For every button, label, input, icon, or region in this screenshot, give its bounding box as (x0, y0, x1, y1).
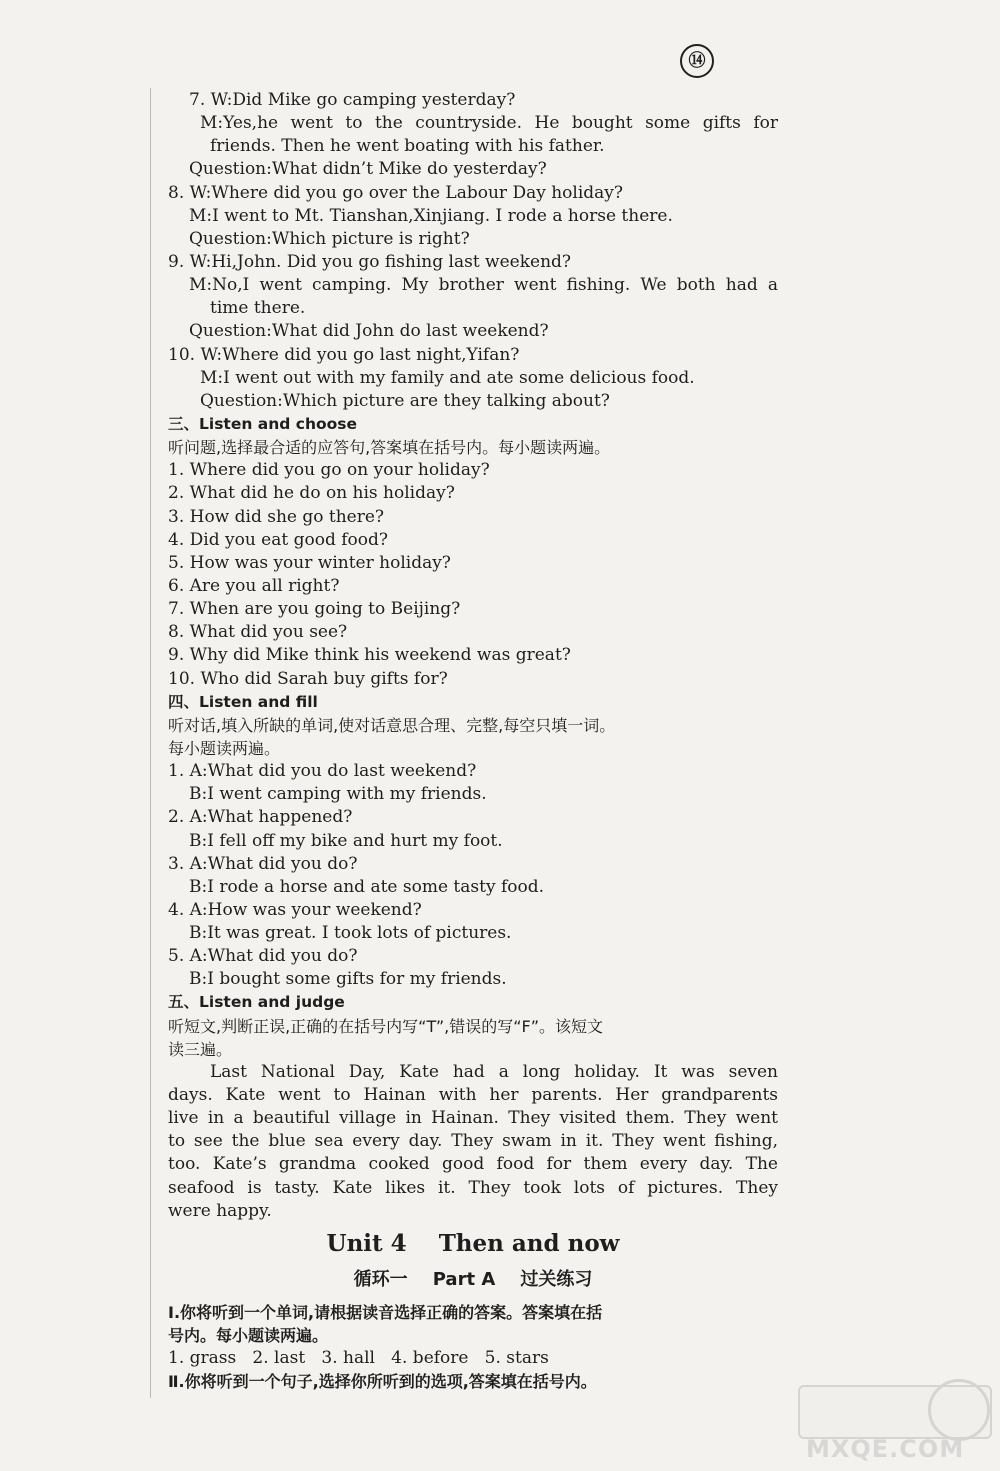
list-item: 7. When are you going to Beijing? (168, 599, 461, 620)
dialogue-8 (168, 182, 778, 251)
dialogue-m-line: M:Yes,he went to the countryside. He bought some gifts for (200, 113, 778, 134)
list-item: 8. What did you see? (168, 622, 348, 643)
dialogue-question: Question:What didn’t Mike do yesterday? (189, 159, 547, 180)
section-5-heading: 五、Listen and judge (168, 993, 345, 1012)
section-4-heading: 四、Listen and fill (168, 692, 318, 711)
dialogue-b-line: B:It was great. I took lots of pictures. (189, 923, 512, 944)
section-5-instruction: 听短文,判断正误,正确的在括号内写“T”,错误的写“F”。该短文 (168, 1016, 604, 1036)
dialogue-question: Question:Which picture are they talking about? (200, 390, 610, 411)
part-i-instruction-cont: 号内。每小题读两遍。 (168, 1326, 329, 1346)
unit-title: Unit 4 Then and now (326, 1229, 620, 1257)
dialogue-b-line: B:I fell off my bike and hurt my foot. (189, 830, 503, 851)
list-item: 9. Why did Mike think his weekend was great? (168, 645, 571, 666)
dialogue-10 (168, 344, 778, 413)
passage-line: days. Kate went to Hainan with her parents. Her grandparents (168, 1085, 778, 1106)
part-ii-instruction: Ⅱ.你将听到一个句子,选择你所听到的选项,答案填在括号内。 (168, 1372, 597, 1392)
passage-line: live in a beautiful village in Hainan. They visited them. They went (168, 1108, 778, 1129)
part-i-words: 1. grass 2. last 3. hall 4. before 5. stars (168, 1348, 549, 1369)
section-5-passage (168, 1061, 778, 1223)
dialogue-b-line: B:I rode a horse and ate some tasty food. (189, 876, 545, 897)
section-4-items (168, 760, 778, 991)
dialogue-m-line: M:No,I went camping. My brother went fishing. We both had a (189, 275, 778, 296)
passage-line: were happy. (168, 1200, 272, 1221)
passage-line: too. Kate’s grandma cooked good food for them every day. The (168, 1154, 778, 1175)
part-i-instruction: Ⅰ.你将听到一个单词,请根据读音选择正确的答案。答案填在括 (168, 1302, 603, 1322)
passage-line: to see the blue sea every day. They swam in it. They went fishing, (168, 1131, 778, 1152)
dialogue-m-line-cont: friends. Then he went boating with his father. (210, 136, 605, 157)
list-item: 6. Are you all right? (168, 575, 340, 596)
section-4-instruction-cont: 每小题读两遍。 (168, 738, 281, 758)
list-item: 5. How was your winter holiday? (168, 552, 451, 573)
list-item: 4. Did you eat good food? (168, 529, 388, 550)
watermark-url: MXQE.COM (806, 1435, 965, 1463)
list-item: 10. Who did Sarah buy gifts for? (168, 668, 448, 689)
section-3-instruction: 听问题,选择最合适的应答句,答案填在括号内。每小题读两遍。 (168, 438, 611, 458)
dialogue-question: Question:Which picture is right? (189, 228, 470, 249)
watermark-logo (790, 1385, 990, 1467)
section-3-questions (168, 459, 778, 690)
dialogue-m-line: M:I went out with my family and ate some delicious food. (200, 367, 695, 388)
list-item: 1. Where did you go on your holiday? (168, 460, 490, 481)
dialogue-b-line: B:I bought some gifts for my friends. (189, 969, 507, 990)
list-item: 3. How did she go there? (168, 506, 385, 527)
watermark-seal (928, 1379, 990, 1441)
dialogue-7 (168, 89, 778, 182)
dialogue-w-line: 7. W:Did Mike go camping yesterday? (189, 90, 516, 110)
section-5-instruction-cont: 读三遍。 (168, 1039, 233, 1059)
dialogue-a-line: 1. A:What did you do last weekend? (168, 761, 477, 782)
dialogue-a-line: 5. A:What did you do? (168, 946, 358, 967)
dialogue-9 (168, 251, 778, 344)
margin-rule (150, 88, 151, 1398)
dialogue-b-line: B:I went camping with my friends. (189, 784, 487, 805)
dialogue-w-line: 9. W:Hi,John. Did you go fishing last weekend? (168, 251, 572, 272)
page-number: ⑭ (680, 44, 714, 78)
dialogue-w-line: 10. W:Where did you go last night,Yifan? (168, 344, 520, 365)
dialogue-question: Question:What did John do last weekend? (189, 321, 549, 342)
section-4-instruction: 听对话,填入所缺的单词,使对话意思合理、完整,每空只填一词。 (168, 715, 616, 735)
dialogue-a-line: 3. A:What did you do? (168, 853, 358, 874)
dialogue-m-line: M:I went to Mt. Tianshan,Xinjiang. I rode a horse there. (189, 205, 673, 226)
passage-line: Last National Day, Kate had a long holiday. It was seven (210, 1061, 778, 1082)
dialogue-m-line-cont: time there. (210, 298, 306, 319)
passage-line: seafood is tasty. Kate likes it. They took lots of pictures. They (168, 1177, 778, 1198)
dialogue-a-line: 4. A:How was your weekend? (168, 899, 422, 920)
list-item: 2. What did he do on his holiday? (168, 483, 455, 504)
page-content (168, 89, 778, 1393)
dialogue-w-line: 8. W:Where did you go over the Labour Day holiday? (168, 182, 624, 203)
section-3-heading: 三、Listen and choose (168, 414, 358, 433)
cycle-title: 循环一 Part A 过关练习 (353, 1268, 593, 1290)
dialogue-a-line: 2. A:What happened? (168, 807, 353, 828)
